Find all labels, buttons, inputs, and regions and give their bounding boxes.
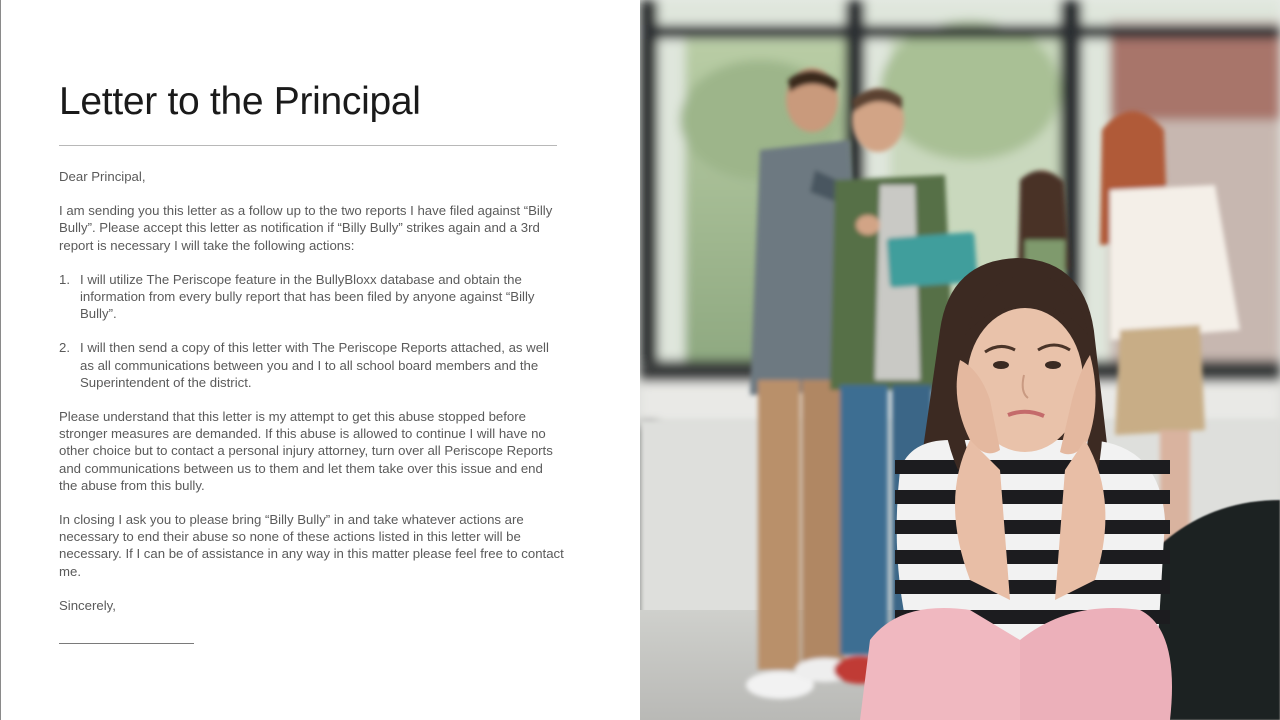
- list-number: 1.: [59, 271, 70, 287]
- list-item: [59, 271, 564, 323]
- list-item-text: I will utilize The Periscope feature in the BullyBloxx database and obtain the information from every bully report that has been filed by anyone against “Billy Bully”.: [80, 271, 535, 322]
- bullying-photo: [640, 0, 1280, 720]
- photo-illustration: [640, 0, 1280, 720]
- signature-line: [59, 643, 194, 644]
- intro-paragraph: I am sending you this letter as a follow up to the two reports I have filed against “Billy Bully”. Please accept this letter as notification if “Billy Bully” strikes again and a 3rd report is necessary I will take the following actions:: [59, 203, 553, 253]
- list-item-text: I will then send a copy of this letter with The Periscope Reports attached, as well as all communications between you and I to all school board members and the Superintendent of the district.: [80, 340, 549, 390]
- title-divider: [59, 145, 557, 146]
- list-item: [59, 339, 564, 391]
- salutation: Dear Principal,: [59, 169, 146, 184]
- letter-body: [59, 168, 564, 631]
- closing-paragraph: In closing I ask you to please bring “Billy Bully” in and take whatever actions are necessary to end their abuse so none of these actions listed in this letter will be necessary. If I can be of assistance in any way in this matter please feel free to contact me.: [59, 512, 564, 579]
- signoff: Sincerely,: [59, 597, 116, 613]
- warning-paragraph: Please understand that this letter is my attempt to get this abuse stopped before stronger measures are demanded. If this abuse is allowed to continue I will have no other choice but to contact a personal injury attorney, turn over all Periscope Reports and communications between us to them and let them take over this issue and end the abuse from this bully.: [59, 409, 553, 493]
- list-number: 2.: [59, 340, 70, 356]
- action-list: [59, 271, 564, 391]
- page-title: Letter to the Principal: [59, 80, 421, 123]
